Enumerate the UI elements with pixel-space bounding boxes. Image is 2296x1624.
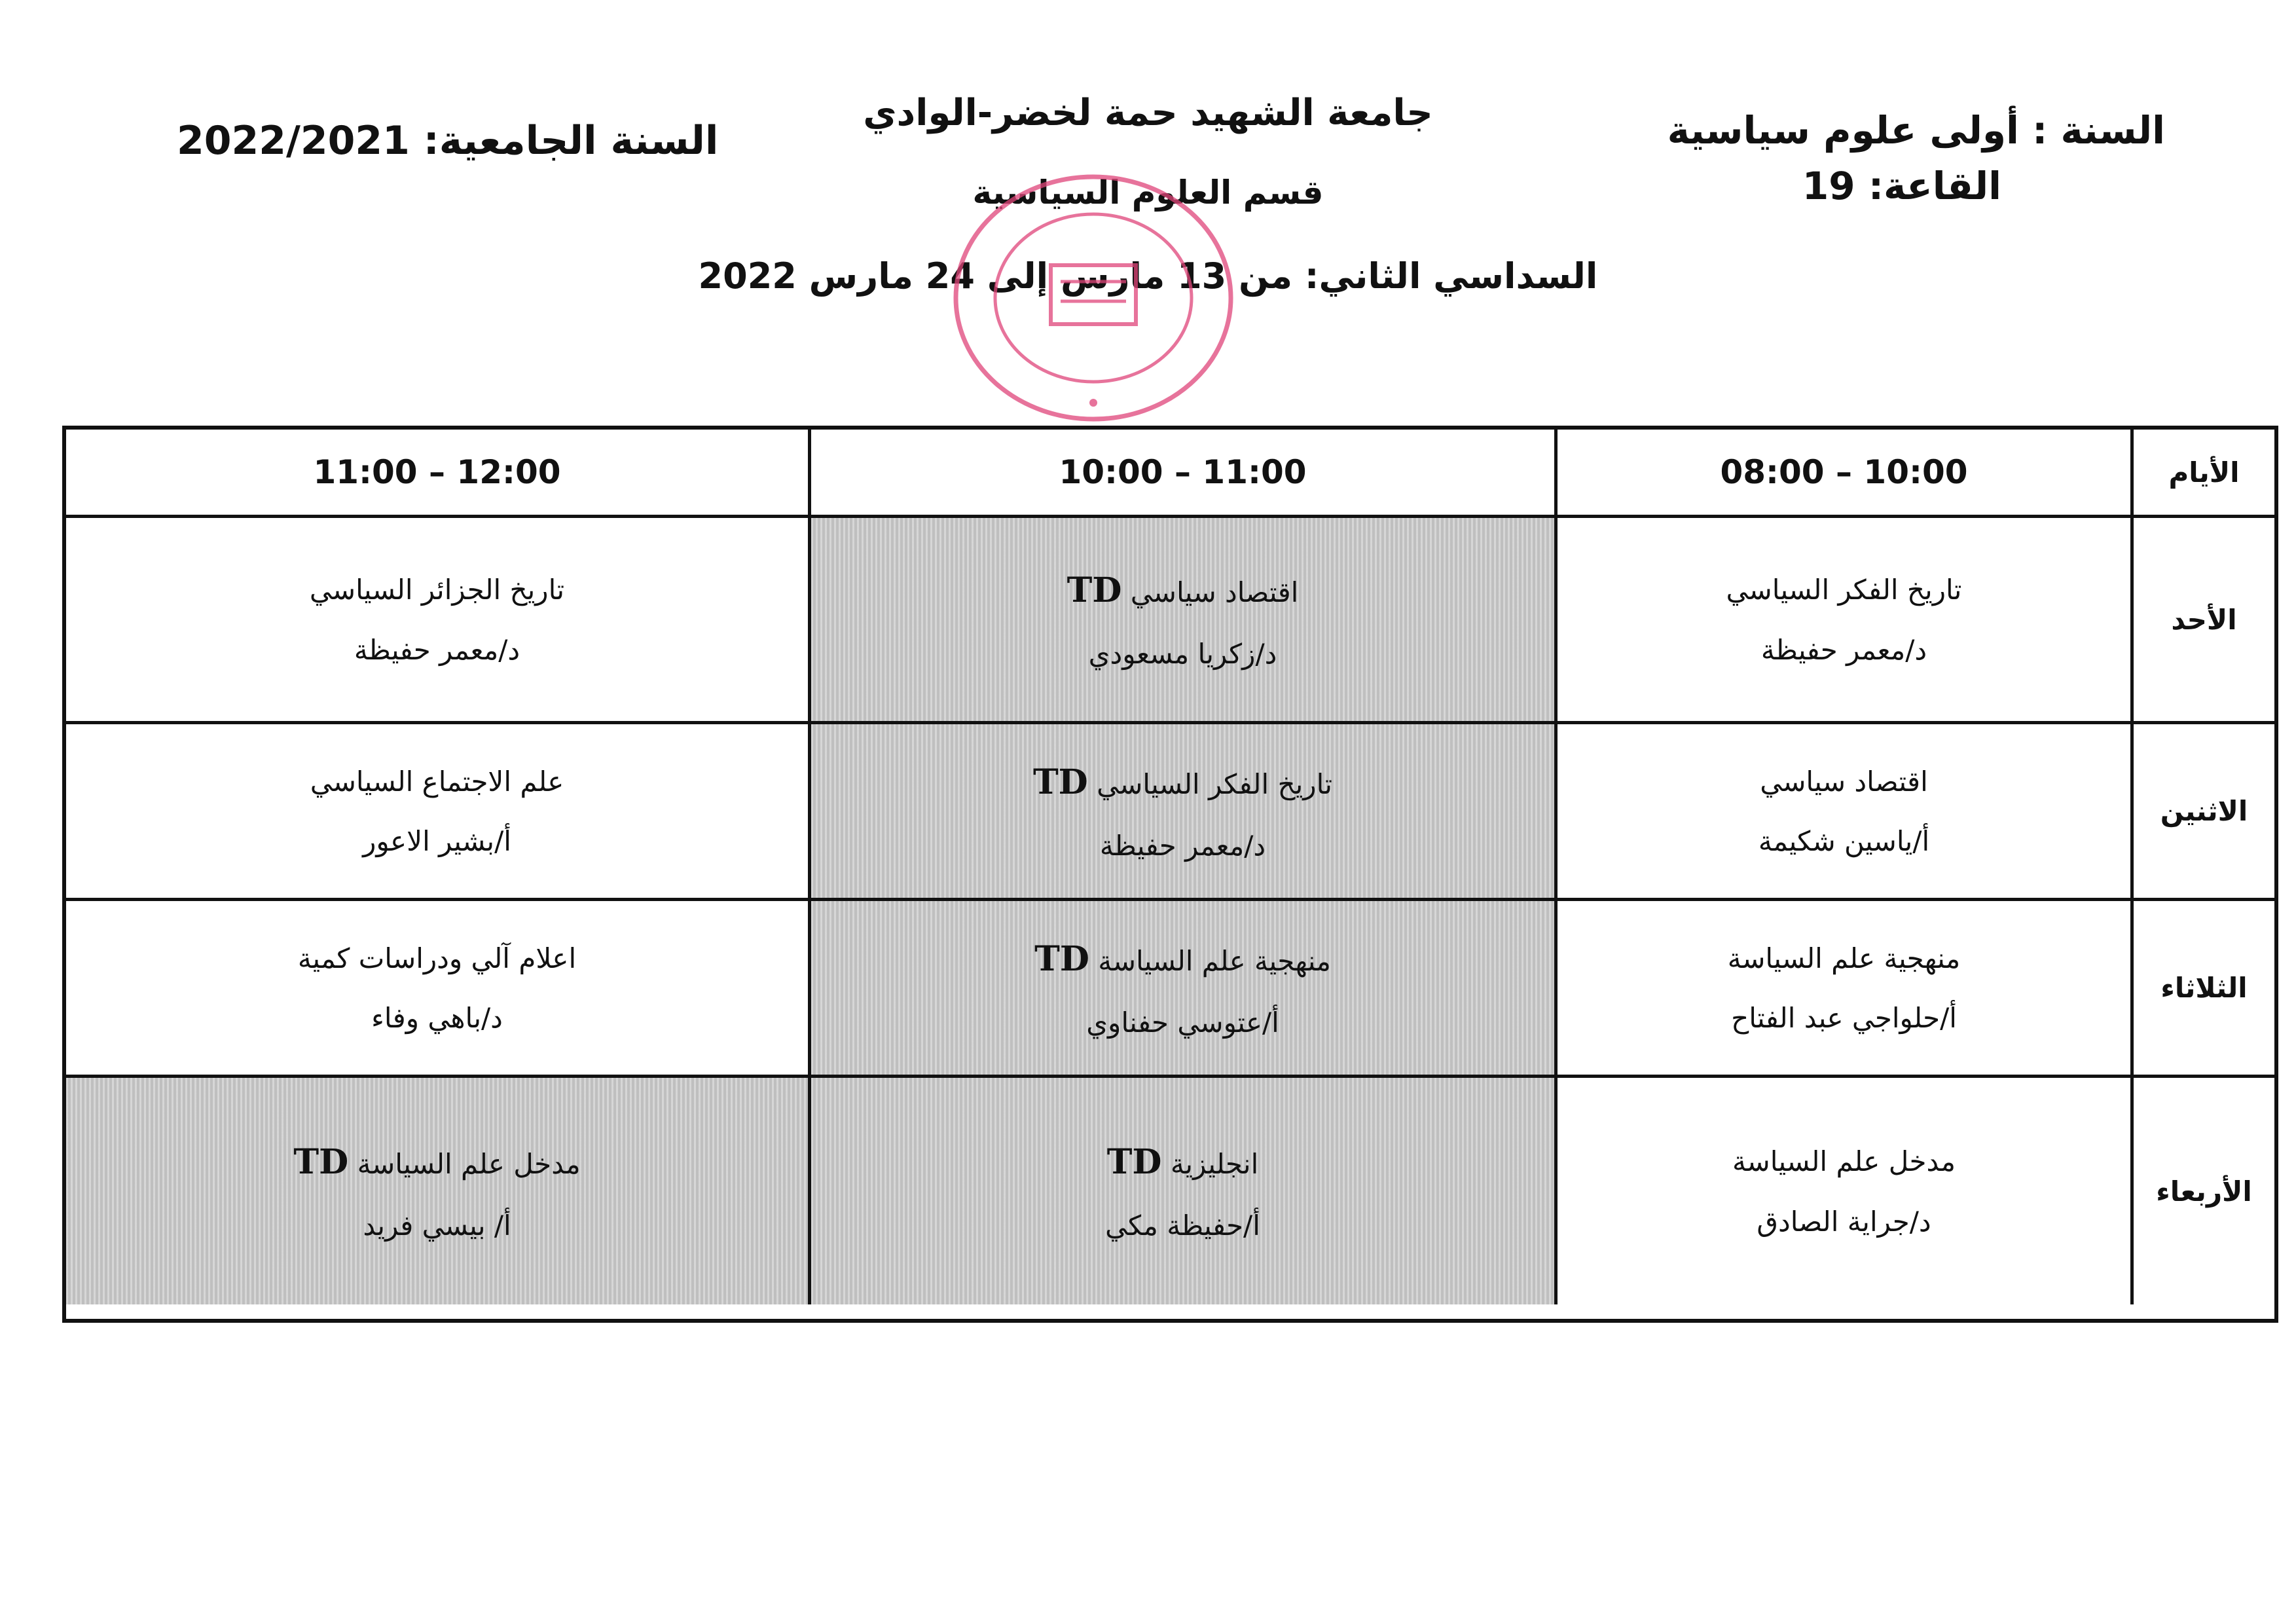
teacher-name: أ/عتوسي حفناوي bbox=[1086, 1006, 1279, 1039]
day-label: الأربعاء bbox=[2130, 1078, 2274, 1304]
teacher-name: أ/حفيظة مكي bbox=[1105, 1209, 1260, 1242]
schedule-cell bbox=[808, 724, 1554, 901]
td-tag: TD bbox=[293, 1142, 349, 1182]
teacher-name: أ/حلواجي عبد الفتاح bbox=[1731, 1002, 1957, 1035]
time-slot-header: 11:00 – 12:00 bbox=[66, 430, 808, 518]
time-slot-header: 08:00 – 10:00 bbox=[1554, 430, 2130, 518]
course-name: منهجية علم السياسة bbox=[1727, 942, 1961, 974]
schedule-cell bbox=[66, 901, 808, 1078]
teacher-name: د/معمر حفيظة bbox=[1099, 829, 1266, 862]
course-name: اعلام آلي ودراسات كمية bbox=[297, 942, 577, 974]
teacher-name: أ/ياسين شكيمة bbox=[1758, 825, 1930, 858]
year-label: السنة : أولى علوم سياسية bbox=[1667, 108, 2165, 153]
teacher-name: أ/ بيسي فريد bbox=[363, 1209, 511, 1242]
schedule-cell bbox=[808, 1078, 1554, 1304]
room-label: القاعة: 19 bbox=[1802, 164, 2001, 208]
course-name: مدخل علم السياسة TD bbox=[293, 1142, 581, 1182]
days-header: الأيام bbox=[2130, 430, 2274, 518]
schedule-cell bbox=[1554, 518, 2130, 724]
schedule-cell bbox=[66, 724, 808, 901]
day-label: الثلاثاء bbox=[2130, 901, 2274, 1078]
teacher-name: د/جراية الصادق bbox=[1757, 1205, 1931, 1238]
official-stamp bbox=[946, 167, 1241, 429]
course-name: اقتصاد سياسي bbox=[1760, 765, 1928, 798]
teacher-name: د/زكريا مسعودي bbox=[1088, 638, 1277, 670]
course-name: منهجية علم السياسة TD bbox=[1034, 938, 1331, 979]
course-name: انجليزية TD bbox=[1106, 1142, 1259, 1182]
schedule-cell bbox=[1554, 724, 2130, 901]
day-label: الأحد bbox=[2130, 518, 2274, 724]
day-label: الاثنين bbox=[2130, 724, 2274, 901]
schedule-cell bbox=[808, 901, 1554, 1078]
teacher-name: د/باهي وفاء bbox=[371, 1002, 503, 1035]
td-tag: TD bbox=[1066, 570, 1122, 610]
course-name: علم الاجتماع السياسي bbox=[310, 765, 564, 798]
schedule-cell bbox=[66, 518, 808, 724]
course-name: تاريخ الفكر السياسي TD bbox=[1032, 762, 1333, 802]
department-name: قسم العلوم السياسية bbox=[972, 174, 1324, 212]
schedule-table bbox=[62, 426, 2278, 1323]
teacher-name: د/معمر حفيظة bbox=[1760, 633, 1927, 666]
teacher-name: أ/بشير الاعور bbox=[363, 825, 511, 858]
schedule-cell bbox=[66, 1078, 808, 1304]
schedule-cell bbox=[1554, 901, 2130, 1078]
td-tag: TD bbox=[1106, 1142, 1162, 1182]
university-name: جامعة الشهيد حمة لخضر-الوادي bbox=[863, 92, 1433, 134]
time-slot-header: 10:00 – 11:00 bbox=[808, 430, 1554, 518]
course-name: مدخل علم السياسة bbox=[1732, 1145, 1956, 1178]
course-name: تاريخ الفكر السياسي bbox=[1726, 574, 1962, 606]
semester-period: السداسي الثاني: من 13 مارس إلى 24 مارس 2022 bbox=[698, 255, 1598, 297]
teacher-name: د/معمر حفيظة bbox=[354, 633, 520, 666]
course-name: تاريخ الجزائر السياسي bbox=[309, 574, 565, 606]
schedule-cell bbox=[808, 518, 1554, 724]
td-tag: TD bbox=[1034, 938, 1089, 979]
td-tag: TD bbox=[1032, 762, 1088, 802]
schedule-cell bbox=[1554, 1078, 2130, 1304]
course-name: اقتصاد سياسي TD bbox=[1066, 570, 1299, 610]
academic-year-label: السنة الجامعية: 2022/2021 bbox=[177, 118, 719, 164]
